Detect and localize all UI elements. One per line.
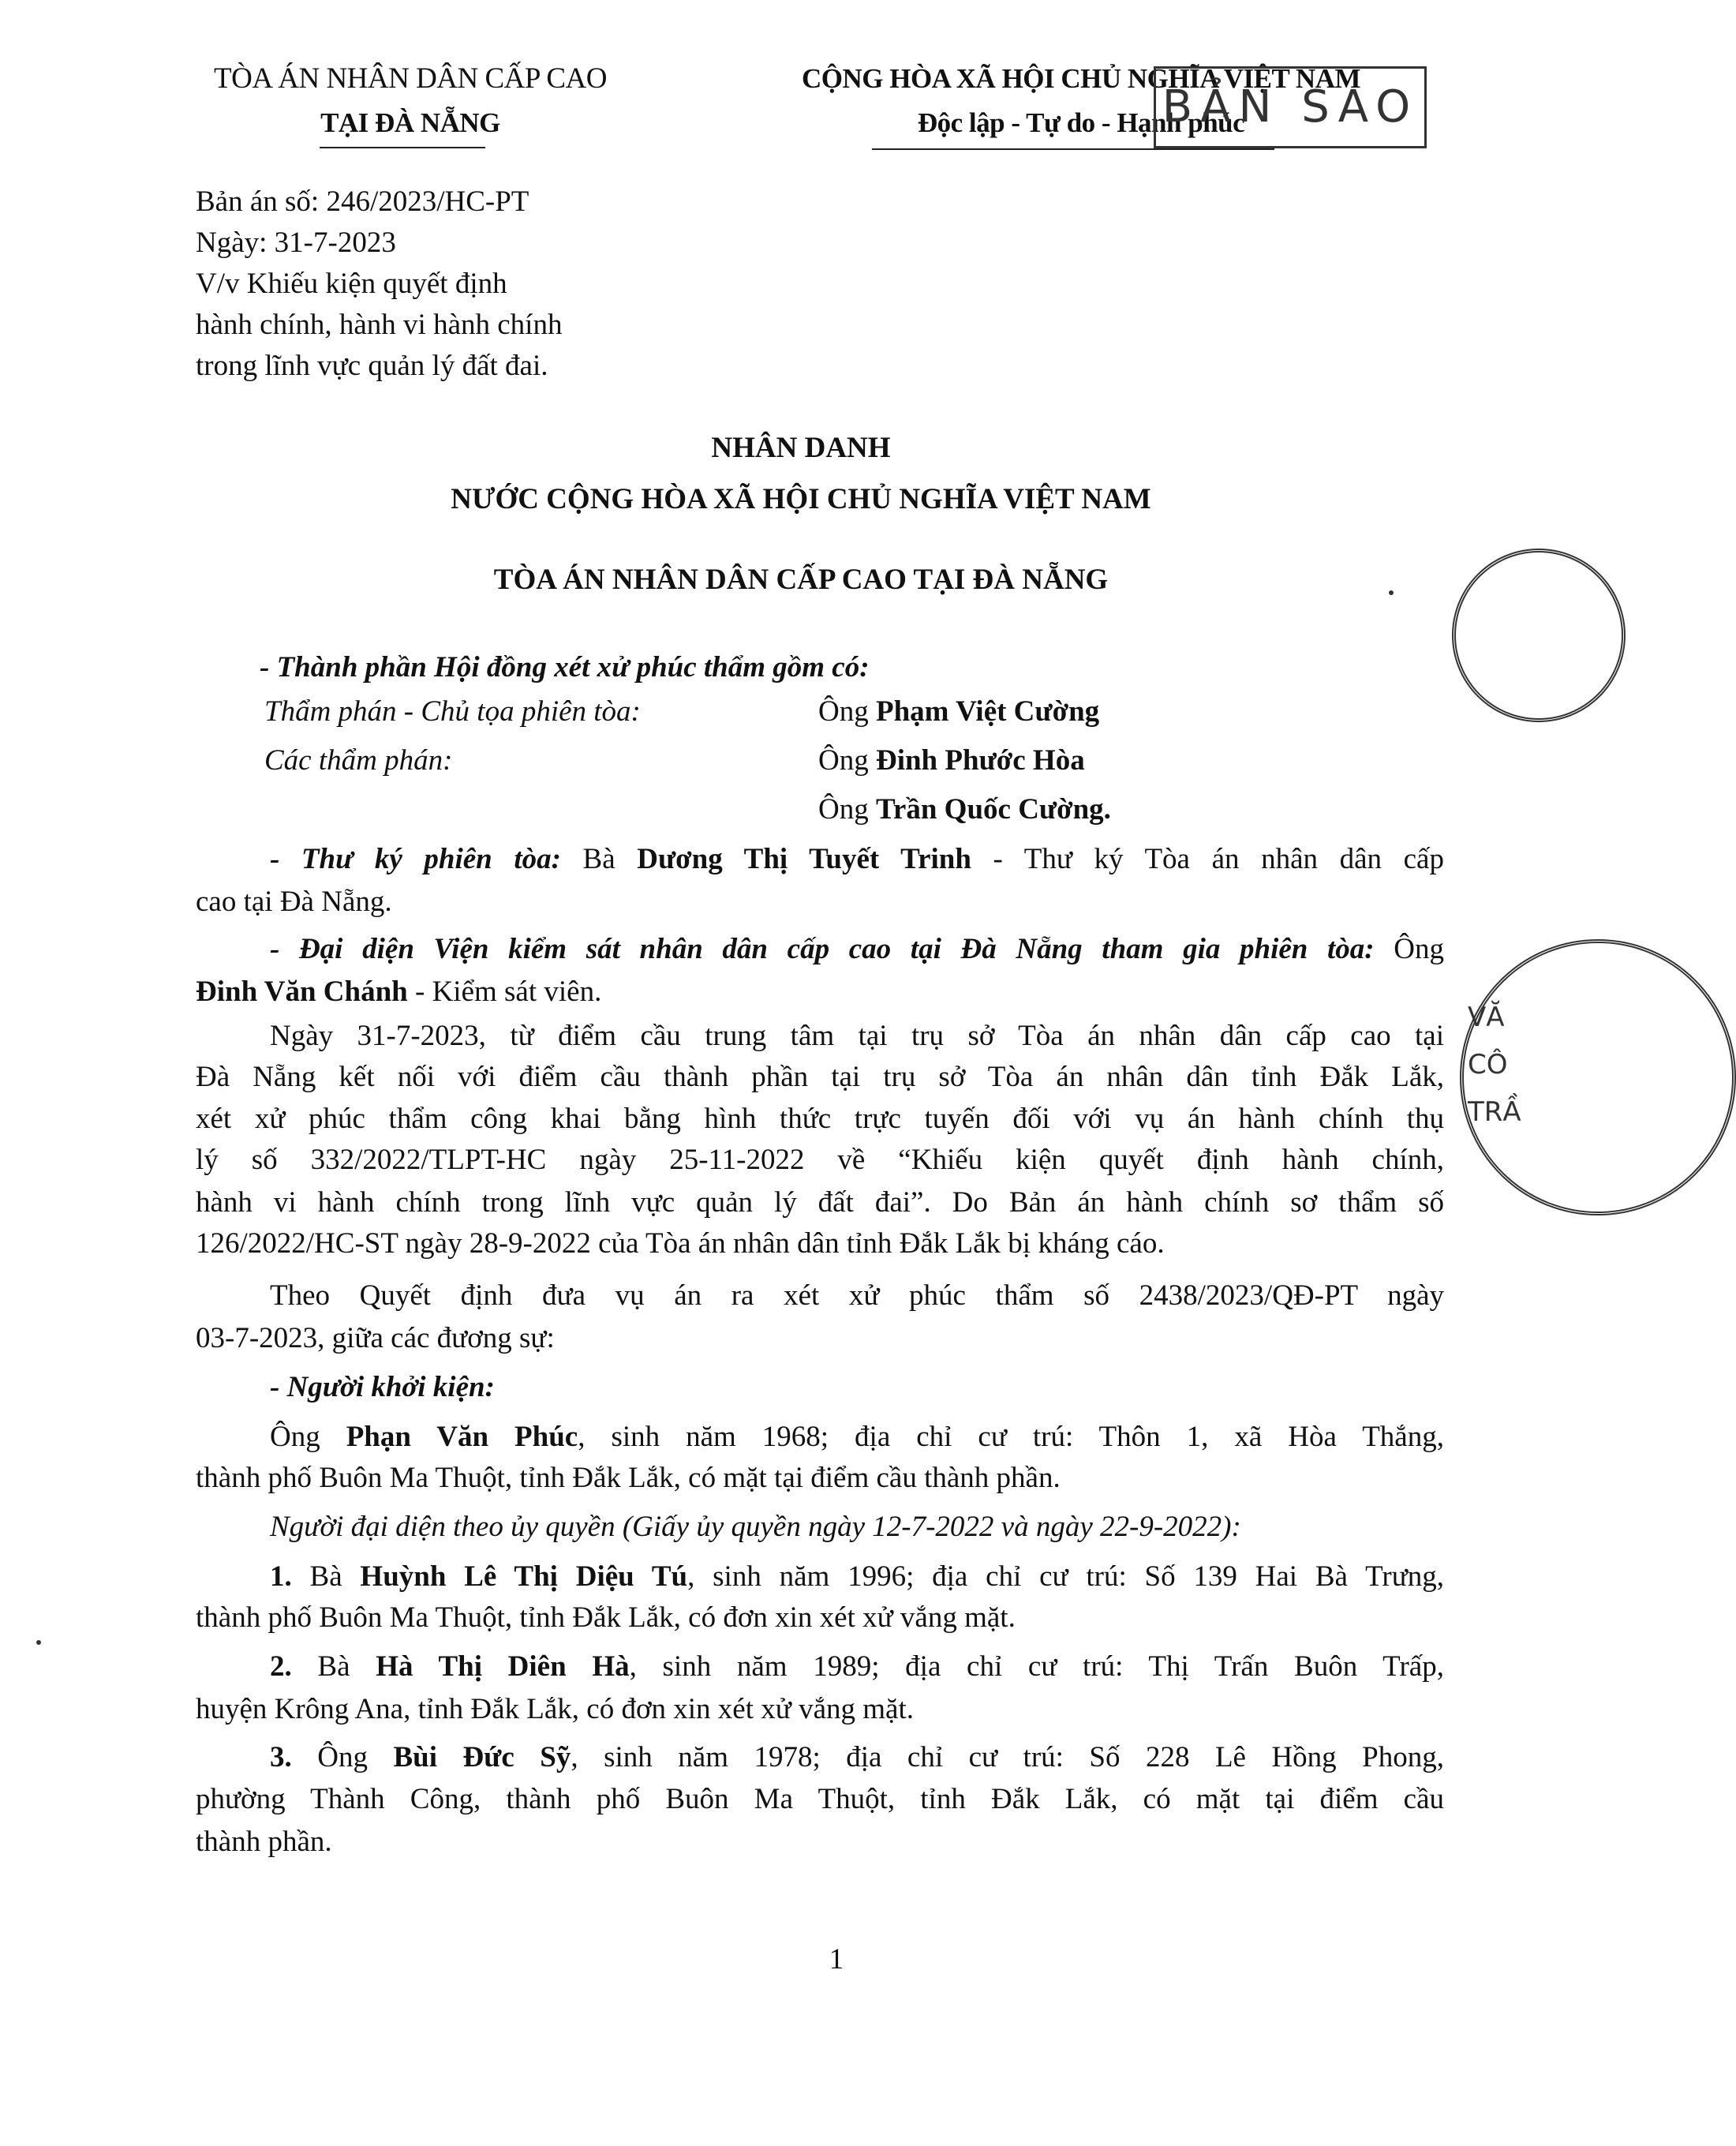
presiding-judge-name: Phạm Việt Cường	[875, 695, 1100, 728]
paragraph-line: 126/2022/HC-ST ngày 28-9-2022 của Tòa án nhân dân tỉnh Đắk Lắk bị kháng cáo.	[196, 1227, 1165, 1260]
text: , sinh năm 1989; địa chỉ cư trú: Thị Trấn Buôn Trấp,	[629, 1650, 1444, 1683]
nation-name: CỘNG HÒA XÃ HỘI CHỦ NGHĨA VIỆT NAM	[801, 63, 1361, 94]
seal-text: CÔ	[1468, 1049, 1508, 1080]
text: - Thư ký Tòa án nhân dân cấp	[971, 843, 1444, 875]
case-subject-line: trong lĩnh vực quản lý đất đai.	[196, 350, 548, 382]
representative-name: Bùi Đức Sỹ	[393, 1741, 571, 1773]
paragraph-line: hành vi hành chính trong lĩnh vực quản lý đất đai”. Do Bản án hành chính sơ thẩm số	[196, 1186, 1444, 1219]
plaintiff-line	[270, 1415, 1444, 1459]
representative-line: huyện Krông Ana, tỉnh Đắk Lắk, có đơn xin xét xử vắng mặt.	[196, 1693, 914, 1725]
representative-line: thành phố Buôn Ma Thuột, tỉnh Đắk Lắk, có đơn xin xét xử vắng mặt.	[196, 1601, 1016, 1634]
title-court: TÒA ÁN NHÂN DÂN CẤP CAO TẠI ĐÀ NẴNG	[493, 564, 1109, 596]
case-number: Bản án số: 246/2023/HC-PT	[196, 185, 529, 218]
judge-1	[818, 739, 1085, 783]
plaintiff-name: Phạn Văn Phúc	[346, 1421, 578, 1453]
paragraph-line: xét xử phúc thẩm công khai bằng hình thức trực tuyến đối với vụ án hành chính thụ	[196, 1103, 1444, 1135]
honorific: Ông	[818, 793, 876, 826]
representative-line: phường Thành Công, thành phố Buôn Ma Thuột, tỉnh Đắk Lắk, có mặt tại điểm cầu	[196, 1783, 1444, 1815]
paragraph-line: 03-7-2023, giữa các đương sự:	[196, 1322, 555, 1354]
honorific: Ông	[818, 744, 876, 777]
honorific: Ông	[270, 1421, 346, 1453]
title-in-the-name: NHÂN DANH	[711, 432, 891, 464]
item-number: 2.	[270, 1650, 292, 1683]
clerk-line-2: cao tại Đà Nẵng.	[196, 886, 392, 918]
item-number: 1.	[270, 1560, 292, 1593]
representative-item	[270, 1645, 1444, 1689]
case-subject-line: hành chính, hành vi hành chính	[196, 309, 563, 341]
judge-name: Trần Quốc Cường.	[875, 793, 1111, 826]
honorific: Ông	[291, 1741, 394, 1773]
prosecutor-name: Đinh Văn Chánh	[196, 976, 408, 1008]
text: - Kiểm sát viên.	[407, 976, 602, 1008]
presiding-judge	[818, 690, 1099, 734]
honorific: Bà	[291, 1650, 376, 1683]
nation-motto: Độc lập - Tự do - Hạnh phúc	[917, 107, 1245, 138]
representative-name: Huỳnh Lê Thị Diệu Tú	[360, 1560, 688, 1593]
case-subject-line: V/v Khiếu kiện quyết định	[196, 268, 507, 300]
court-seal-partial	[1428, 545, 1515, 726]
plaintiff-heading: - Người khởi kiện:	[270, 1371, 495, 1403]
judge-name: Đinh Phước Hòa	[875, 744, 1085, 777]
notary-seal-partial	[1452, 931, 1521, 1223]
procuracy-label: - Đại diện Viện kiểm sát nhân dân cấp cao tại Đà Nẵng tham gia phiên tòa:	[270, 933, 1375, 965]
header-underline-left	[320, 147, 485, 148]
court-name: TÒA ÁN NHÂN DÂN CẤP CAO	[214, 62, 607, 95]
clerk-line	[270, 837, 1444, 882]
representatives-heading: Người đại diện theo ủy quyền (Giấy ủy quyền ngày 12-7-2022 và ngày 22-9-2022):	[270, 1511, 1241, 1543]
text: , sinh năm 1996; địa chỉ cư trú: Số 139 Hai Bà Trưng,	[687, 1560, 1444, 1593]
judges-label: Các thẩm phán:	[264, 744, 453, 777]
title-nation: NƯỚC CỘNG HÒA XÃ HỘI CHỦ NGHĨA VIỆT NAM	[451, 483, 1151, 515]
header-underline-right	[872, 148, 1274, 150]
representative-item	[270, 1555, 1444, 1599]
representative-item	[270, 1736, 1444, 1780]
clerk-name: Dương Thị Tuyết Trinh	[637, 843, 971, 875]
paragraph-line: Theo Quyết định đưa vụ án ra xét xử phúc thẩm số 2438/2023/QĐ-PT ngày	[270, 1279, 1444, 1312]
page-number: 1	[829, 1943, 844, 1976]
case-date: Ngày: 31-7-2023	[196, 227, 396, 259]
text: , sinh năm 1968; địa chỉ cư trú: Thôn 1, xã Hòa Thắng,	[578, 1421, 1444, 1453]
court-location: TẠI ĐÀ NẴNG	[320, 107, 500, 138]
honorific: Bà	[291, 1560, 361, 1593]
procuracy-line-2	[196, 970, 601, 1014]
panel-heading: - Thành phần Hội đồng xét xử phúc thẩm gồm có:	[260, 651, 870, 683]
item-number: 3.	[270, 1741, 292, 1773]
honorific: Ông	[818, 695, 876, 728]
clerk-label: - Thư ký phiên tòa:	[270, 843, 561, 875]
text: Bà	[560, 843, 638, 875]
representative-name: Hà Thị Diên Hà	[376, 1650, 630, 1683]
text: Ông	[1374, 933, 1444, 965]
scan-speck	[36, 1640, 41, 1645]
seal-text: VĂ	[1468, 1002, 1505, 1033]
paragraph-line: Ngày 31-7-2023, từ điểm cầu trung tâm tại trụ sở Tòa án nhân dân cấp cao tại	[270, 1020, 1444, 1052]
judge-2	[818, 788, 1111, 832]
presiding-judge-label: Thẩm phán - Chủ tọa phiên tòa:	[264, 695, 641, 728]
seal-text: TRẦ	[1468, 1096, 1521, 1128]
plaintiff-line-2: thành phố Buôn Ma Thuột, tỉnh Đắk Lắk, có mặt tại điểm cầu thành phần.	[196, 1462, 1061, 1494]
procuracy-line	[270, 927, 1444, 972]
scan-speck	[1389, 590, 1394, 595]
representative-line: thành phần.	[196, 1826, 332, 1858]
paragraph-line: Đà Nẵng kết nối với điểm cầu thành phần tại trụ sở Tòa án nhân dân tỉnh Đắk Lắk,	[196, 1061, 1444, 1093]
copy-stamp: BẢN SAO	[1154, 66, 1427, 148]
paragraph-line: lý số 332/2022/TLPT-HC ngày 25-11-2022 về “Khiếu kiện quyết định hành chính,	[196, 1144, 1444, 1176]
text: , sinh năm 1978; địa chỉ cư trú: Số 228 Lê Hồng Phong,	[571, 1741, 1444, 1773]
